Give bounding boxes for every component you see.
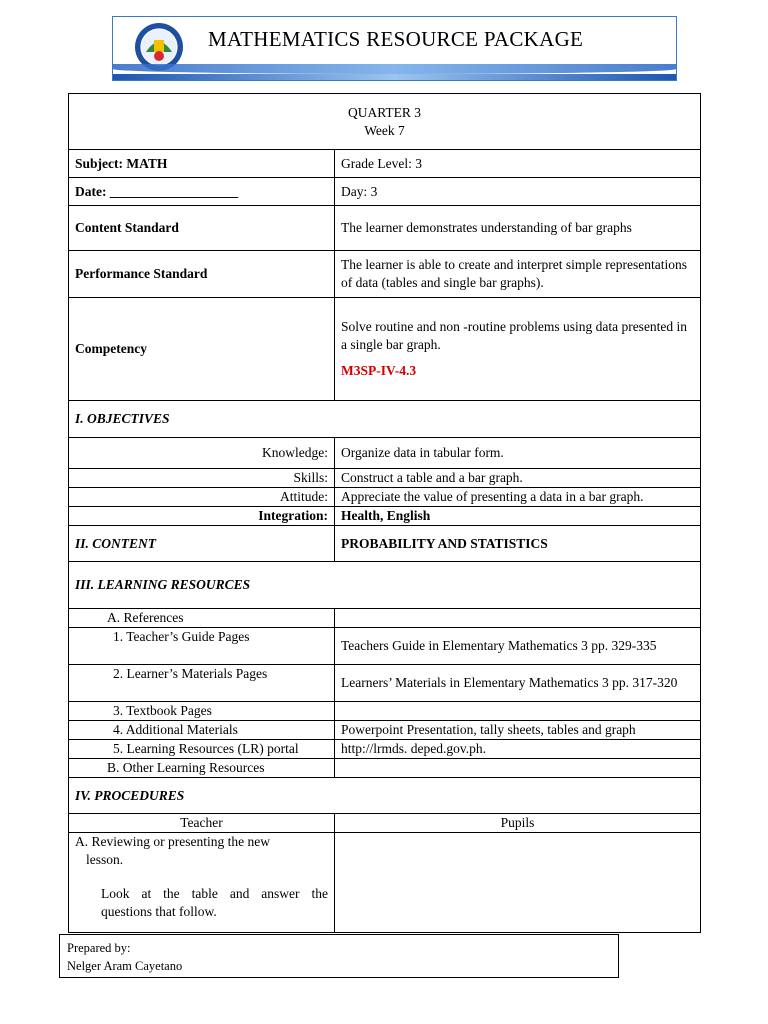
step-a-title: A. Reviewing or presenting the new <box>75 834 270 849</box>
competency-code: M3SP-IV-4.3 <box>341 363 417 378</box>
skills-value: Construct a table and a bar graph. <box>335 469 701 488</box>
competency-label: Competency <box>69 298 335 401</box>
knowledge-label: Knowledge: <box>69 438 335 469</box>
resource-label: 1. Teacher’s Guide Pages <box>69 628 335 665</box>
content-standard-label: Content Standard <box>69 206 335 251</box>
quarter-row <box>69 94 701 150</box>
objectives-heading: I. OBJECTIVES <box>69 401 701 438</box>
resource-value <box>335 702 701 721</box>
quarter-label: QUARTER 3 <box>347 104 422 120</box>
pupils-column-header: Pupils <box>335 814 701 833</box>
integration-row <box>69 507 701 526</box>
content-standard-row <box>69 206 701 251</box>
subject-row <box>69 150 701 178</box>
day-value: Day: 3 <box>335 178 701 206</box>
skills-label: Skills: <box>69 469 335 488</box>
step-a-instructions: Look at the table and answer the questions that follow. <box>101 886 328 919</box>
other-resources-row <box>69 759 701 778</box>
integration-value: Health, English <box>335 507 701 526</box>
resource-value: Learners’ Materials in Elementary Mathematics 3 pp. 317-320 <box>335 665 701 702</box>
resource-value: Teachers Guide in Elementary Mathematics 3 pp. 329-335 <box>335 628 701 665</box>
week-label: Week 7 <box>364 122 405 138</box>
resource-label: 2. Learner’s Materials Pages <box>69 665 335 702</box>
date-row <box>69 178 701 206</box>
grade-level: Grade Level: 3 <box>335 150 701 178</box>
teacher-column-header: Teacher <box>69 814 335 833</box>
competency-row <box>69 298 701 401</box>
banner <box>112 16 677 81</box>
performance-standard-value: The learner is able to create and interpret simple representations of data (tables and single bar graphs). <box>335 251 701 298</box>
resource-value: Powerpoint Presentation, tally sheets, tables and graph <box>335 721 701 740</box>
subject-label: Subject: MATH <box>69 150 335 178</box>
resource-row <box>69 628 701 665</box>
resource-row <box>69 721 701 740</box>
other-resources-label: B. Other Learning Resources <box>69 759 335 778</box>
performance-standard-label: Performance Standard <box>69 251 335 298</box>
knowledge-row <box>69 438 701 469</box>
preparer-name: Nelger Aram Cayetano <box>67 959 183 973</box>
resource-label: 5. Learning Resources (LR) portal <box>69 740 335 759</box>
attitude-label: Attitude: <box>69 488 335 507</box>
procedures-heading: IV. PROCEDURES <box>69 778 701 814</box>
attitude-value: Appreciate the value of presenting a data in a bar graph. <box>335 488 701 507</box>
step-a-title-cont: lesson. <box>86 852 124 867</box>
content-row <box>69 526 701 562</box>
step-a-pupils-cell <box>335 833 701 933</box>
banner-wave <box>113 64 676 74</box>
objectives-heading-row <box>69 401 701 438</box>
resource-label: 4. Additional Materials <box>69 721 335 740</box>
resources-heading-row <box>69 562 701 609</box>
resource-value: http://lrmds. deped.gov.ph. <box>335 740 701 759</box>
skills-row <box>69 469 701 488</box>
procedures-heading-row <box>69 778 701 814</box>
lesson-plan-table <box>68 93 701 933</box>
resource-row <box>69 740 701 759</box>
attitude-row <box>69 488 701 507</box>
performance-standard-row <box>69 251 701 298</box>
references-label: A. References <box>69 609 335 628</box>
content-value: PROBABILITY AND STATISTICS <box>335 526 701 562</box>
resources-heading: III. LEARNING RESOURCES <box>69 562 701 609</box>
banner-wave <box>113 74 676 80</box>
resource-label: 3. Textbook Pages <box>69 702 335 721</box>
content-standard-value: The learner demonstrates understanding of bar graphs <box>335 206 701 251</box>
procedures-columns-row <box>69 814 701 833</box>
resource-row <box>69 665 701 702</box>
integration-label: Integration: <box>69 507 335 526</box>
date-label: Date: ___________________ <box>69 178 335 206</box>
references-row <box>69 609 701 628</box>
prepared-by-box <box>59 934 619 978</box>
content-heading: II. CONTENT <box>69 526 335 562</box>
document-title: MATHEMATICS RESOURCE PACKAGE <box>208 27 584 51</box>
competency-value: Solve routine and non -routine problems using data presented in a single bar graph. <box>341 319 688 352</box>
procedure-step-row <box>69 833 701 933</box>
resource-row <box>69 702 701 721</box>
prepared-by-label: Prepared by: <box>67 941 131 955</box>
knowledge-value: Organize data in tabular form. <box>335 438 701 469</box>
